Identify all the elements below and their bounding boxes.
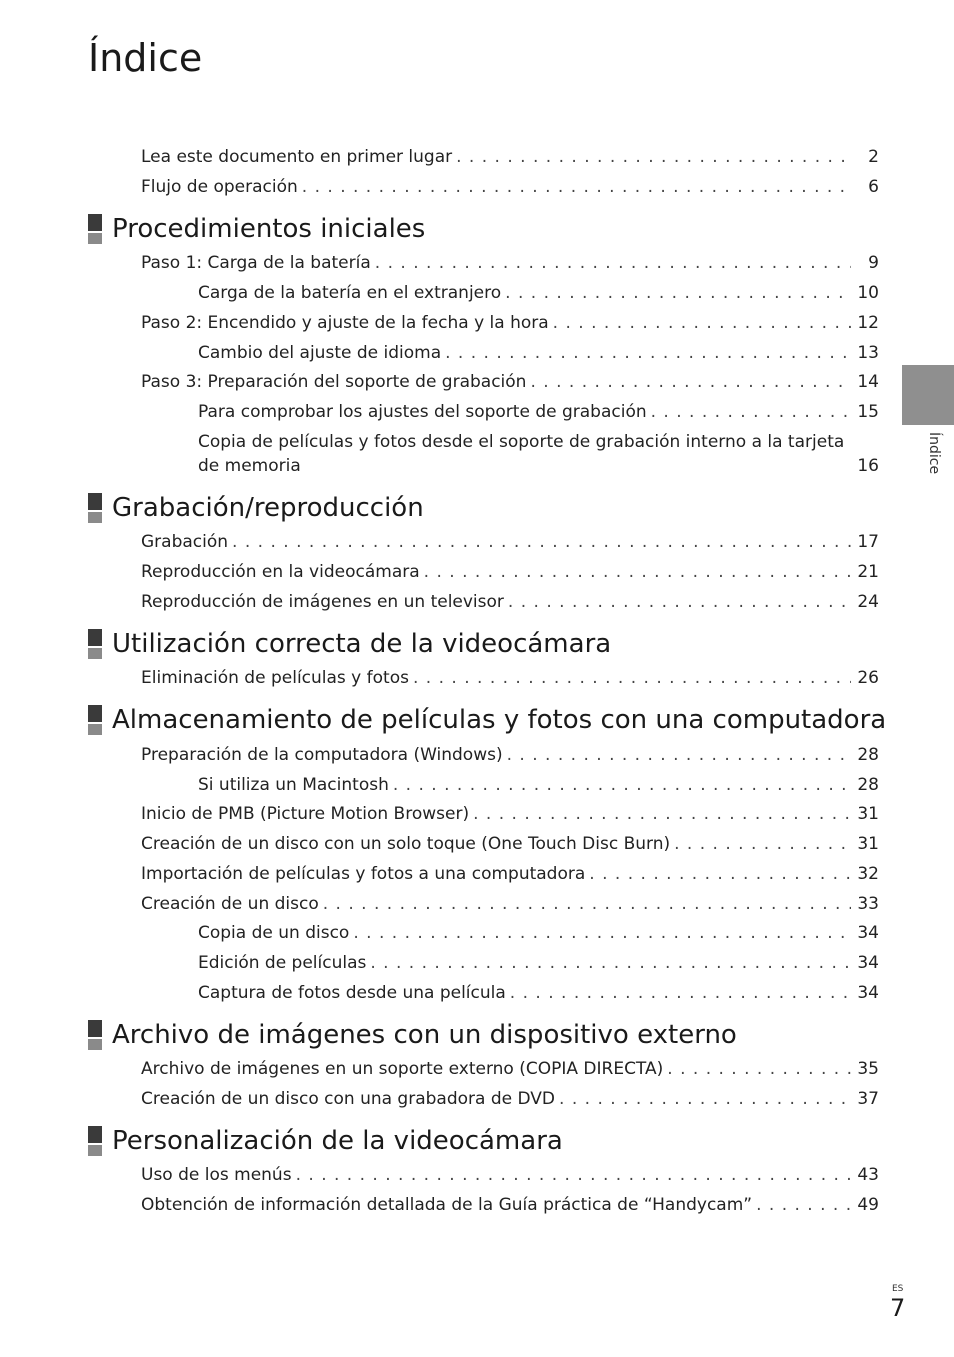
toc-leader-dots <box>559 1087 851 1111</box>
page-number: 7 <box>890 1294 906 1322</box>
toc-entry-label: Carga de la batería en el extranjero <box>198 283 502 303</box>
section-title: Archivo de imágenes con un dispositivo externo <box>112 1020 737 1050</box>
toc-leader-dots <box>353 921 851 945</box>
toc-entry-page: 24 <box>857 592 879 612</box>
toc-leader-dots <box>445 341 851 365</box>
toc-entry-page: 33 <box>857 894 879 914</box>
toc-leader-dots <box>424 560 851 584</box>
toc-leader-dots <box>375 251 851 275</box>
toc-leader-dots <box>510 981 851 1005</box>
toc-entry-page: 15 <box>857 402 879 422</box>
toc-entry[interactable] <box>141 145 879 169</box>
toc-entry[interactable] <box>198 281 879 305</box>
section-marker-icon <box>88 1126 102 1156</box>
toc-entry[interactable] <box>198 341 879 365</box>
section-marker-icon <box>88 493 102 523</box>
toc-leader-dots <box>667 1057 851 1081</box>
toc-entry-label: Captura de fotos desde una película <box>198 983 506 1003</box>
section-heading <box>88 1126 563 1156</box>
toc-entry[interactable] <box>141 802 879 826</box>
toc-entry[interactable] <box>141 175 879 199</box>
toc-entry-page: 49 <box>857 1195 879 1215</box>
toc-leader-dots <box>530 370 851 394</box>
page-title: Índice <box>88 36 203 80</box>
toc-entry-page: 28 <box>857 745 879 765</box>
toc-entry-page: 9 <box>868 253 879 273</box>
toc-entry[interactable] <box>141 311 879 335</box>
toc-entry-page: 16 <box>857 456 879 476</box>
toc-entry[interactable] <box>198 430 879 478</box>
toc-leader-dots <box>674 832 851 856</box>
toc-leader-dots <box>393 773 851 797</box>
toc-entry[interactable] <box>141 666 879 690</box>
toc-leader-dots <box>553 311 851 335</box>
section-title: Almacenamiento de películas y fotos con una computadora <box>112 705 887 735</box>
toc-entry[interactable] <box>141 892 879 916</box>
section-marker-icon <box>88 705 102 735</box>
toc-entry-label: Obtención de información detallada de la Guía práctica de “Handycam” <box>141 1195 753 1215</box>
toc-entry-label: Reproducción de imágenes en un televisor <box>141 592 504 612</box>
toc-entry[interactable] <box>141 1087 879 1111</box>
toc-leader-dots <box>456 145 851 169</box>
toc-entry-label: Edición de películas <box>198 953 367 973</box>
toc-entry-page: 2 <box>868 147 879 167</box>
section-title: Personalización de la videocámara <box>112 1126 563 1156</box>
section-title: Utilización correcta de la videocámara <box>112 629 612 659</box>
toc-leader-dots <box>296 1163 851 1187</box>
toc-entry-label: Copia de películas y fotos desde el soporte de grabación interno a la tarjeta de memoria <box>198 432 845 476</box>
toc-entry-page: 28 <box>857 775 879 795</box>
toc-entry-label: Inicio de PMB (Picture Motion Browser) <box>141 804 470 824</box>
toc-leader-dots <box>508 590 851 614</box>
section-marker-icon <box>88 214 102 244</box>
toc-entry[interactable] <box>198 981 879 1005</box>
toc-leader-dots <box>473 802 851 826</box>
toc-entry-page: 34 <box>857 923 879 943</box>
toc-leader-dots <box>756 1193 851 1217</box>
toc-entry-label: Uso de los menús <box>141 1165 292 1185</box>
toc-leader-dots <box>651 400 851 424</box>
toc-entry[interactable] <box>141 1193 879 1217</box>
toc-leader-dots <box>232 530 851 554</box>
toc-entry-label: Si utiliza un Macintosh <box>198 775 389 795</box>
toc-entry-label: Paso 3: Preparación del soporte de grabación <box>141 372 527 392</box>
section-marker-icon <box>88 629 102 659</box>
toc-entry[interactable] <box>198 400 879 424</box>
toc-entry-page: 31 <box>857 834 879 854</box>
toc-entry-label: Copia de un disco <box>198 923 350 943</box>
toc-leader-dots <box>302 175 851 199</box>
toc-entry[interactable] <box>198 921 879 945</box>
toc-entry[interactable] <box>141 370 879 394</box>
toc-entry-label: Grabación <box>141 532 229 552</box>
toc-entry-page: 13 <box>857 343 879 363</box>
toc-entry[interactable] <box>141 530 879 554</box>
section-marker-icon <box>88 1020 102 1050</box>
toc-leader-dots <box>589 862 851 886</box>
toc-entry[interactable] <box>141 590 879 614</box>
toc-entry[interactable] <box>141 1057 879 1081</box>
toc-entry-page: 34 <box>857 983 879 1003</box>
toc-entry-page: 6 <box>868 177 879 197</box>
toc-entry[interactable] <box>141 1163 879 1187</box>
toc-leader-dots <box>413 666 851 690</box>
toc-entry-label: Creación de un disco con un solo toque (One Touch Disc Burn) <box>141 834 671 854</box>
toc-entry-label: Archivo de imágenes en un soporte externo (COPIA DIRECTA) <box>141 1059 664 1079</box>
side-tab-marker <box>902 365 954 425</box>
toc-entry-page: 32 <box>857 864 879 884</box>
side-tab-label: Índice <box>926 432 942 475</box>
toc-entry[interactable] <box>141 251 879 275</box>
section-title: Procedimientos iniciales <box>112 214 426 244</box>
section-heading <box>88 705 886 735</box>
toc-entry-label: Flujo de operación <box>141 177 298 197</box>
toc-entry-label: Cambio del ajuste de idioma <box>198 343 442 363</box>
toc-entry-label: Importación de películas y fotos a una computadora <box>141 864 586 884</box>
toc-entry-page: 12 <box>857 313 879 333</box>
section-heading <box>88 1020 737 1050</box>
toc-entry-label: Eliminación de películas y fotos <box>141 668 409 688</box>
toc-entry-page: 21 <box>857 562 879 582</box>
toc-entry[interactable] <box>141 832 879 856</box>
toc-entry-label: Paso 2: Encendido y ajuste de la fecha y la hora <box>141 313 549 333</box>
toc-leader-dots <box>370 951 851 975</box>
toc-entry-page: 26 <box>857 668 879 688</box>
toc-leader-dots <box>505 281 851 305</box>
toc-leader-dots <box>323 892 851 916</box>
toc-entry-page: 43 <box>857 1165 879 1185</box>
toc-entry[interactable] <box>198 773 879 797</box>
toc-entry-label: Paso 1: Carga de la batería <box>141 253 371 273</box>
toc-entry-page: 35 <box>857 1059 879 1079</box>
toc-entry-page: 14 <box>857 372 879 392</box>
toc-entry[interactable] <box>141 743 879 767</box>
section-title: Grabación/reproducción <box>112 493 424 523</box>
toc-entry-label: Reproducción en la videocámara <box>141 562 420 582</box>
language-code: ES <box>892 1284 904 1294</box>
section-heading <box>88 214 425 244</box>
toc-entry-label: Para comprobar los ajustes del soporte de grabación <box>198 402 647 422</box>
toc-entry[interactable] <box>141 560 879 584</box>
toc-entry-page: 34 <box>857 953 879 973</box>
section-heading <box>88 493 424 523</box>
toc-entry-page: 17 <box>857 532 879 552</box>
toc-entry-page: 37 <box>857 1089 879 1109</box>
toc-entry-label: Creación de un disco con una grabadora de DVD <box>141 1089 556 1109</box>
toc-entry-page: 10 <box>857 283 879 303</box>
toc-entry[interactable] <box>141 862 879 886</box>
toc-entry[interactable] <box>198 951 879 975</box>
toc-entry-page: 31 <box>857 804 879 824</box>
toc-entry-label: Creación de un disco <box>141 894 319 914</box>
toc-entry-label: Preparación de la computadora (Windows) <box>141 745 503 765</box>
toc-entry-label: Lea este documento en primer lugar <box>141 147 453 167</box>
toc-leader-dots <box>507 743 851 767</box>
section-heading <box>88 629 611 659</box>
